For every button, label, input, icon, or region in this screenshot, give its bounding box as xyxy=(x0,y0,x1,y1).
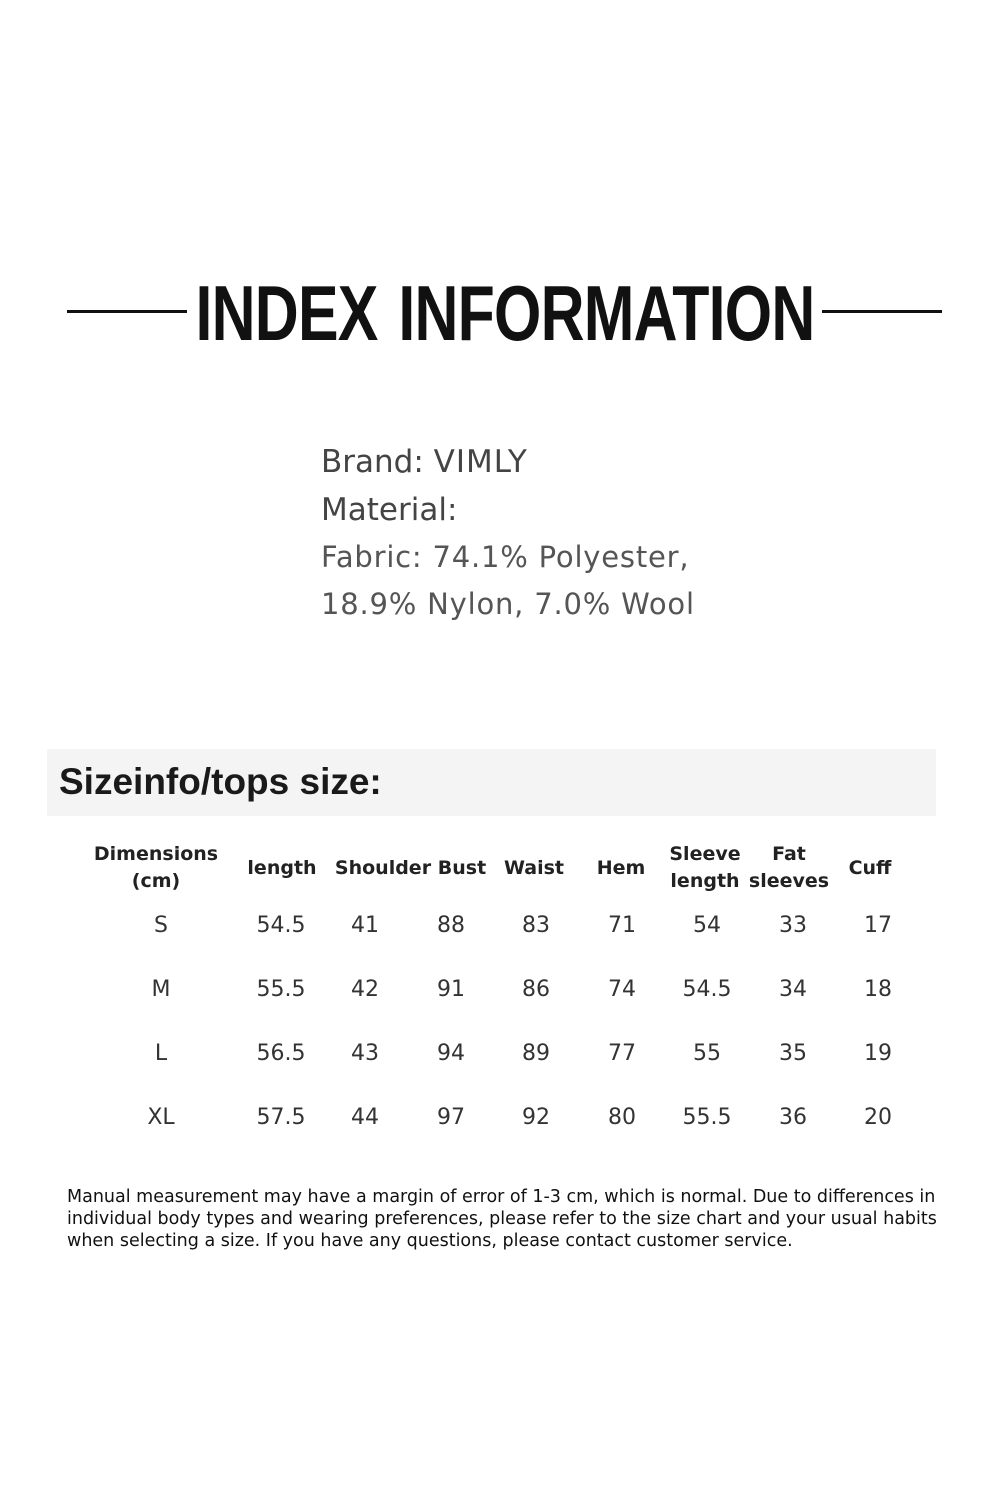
measurement-cell: 33 xyxy=(779,913,807,938)
measurement-cell: 56.5 xyxy=(256,1041,306,1066)
measurement-cell: 74 xyxy=(608,977,636,1002)
column-header-label xyxy=(94,841,218,895)
column-header-label xyxy=(438,855,486,882)
column-header xyxy=(581,838,661,898)
product-info xyxy=(321,438,695,628)
measurement-cell: 41 xyxy=(351,913,379,938)
column-header-line: Bust xyxy=(437,856,487,879)
measurement-cell: 57.5 xyxy=(256,1105,306,1130)
measurement-cell: 20 xyxy=(864,1105,892,1130)
measurement-cell: 89 xyxy=(522,1041,550,1066)
measurement-cell: 44 xyxy=(351,1105,379,1130)
column-header-label xyxy=(849,855,892,882)
brand-row xyxy=(321,438,695,486)
measurement-cell: 55.5 xyxy=(682,1105,732,1130)
column-header xyxy=(489,838,579,898)
measurement-cell: 80 xyxy=(608,1105,636,1130)
measurement-cell: 43 xyxy=(351,1041,379,1066)
brand-label: Brand: xyxy=(321,444,424,480)
size-label-cell: L xyxy=(154,1041,168,1066)
column-header-label xyxy=(335,855,431,882)
measurement-note: Manual measurement may have a margin of error of 1-3 cm, which is normal. Due to differences in individual body types and wearing preferences, please refer to the size chart and your usual habits when selecting a size. If you have any questions, please contact customer service. xyxy=(67,1187,937,1251)
column-header-label xyxy=(597,855,646,882)
column-header-line: Fat xyxy=(772,843,806,865)
size-label-cell: M xyxy=(151,977,171,1002)
column-header-line: Dimensions xyxy=(93,843,219,865)
size-label-cell: S xyxy=(154,913,168,938)
measurement-cell: 92 xyxy=(522,1105,550,1130)
size-chart-heading-bar xyxy=(47,749,936,816)
measurement-cell: 54.5 xyxy=(682,977,732,1002)
column-header-label xyxy=(669,841,740,895)
size-label-cell: XL xyxy=(147,1105,175,1130)
column-header-line: Waist xyxy=(503,856,564,879)
material-label: Material: xyxy=(321,492,458,528)
measurement-cell: 86 xyxy=(522,977,550,1002)
column-header-label xyxy=(504,855,564,882)
measurement-cell: 54 xyxy=(693,913,721,938)
column-header-line: length xyxy=(670,870,740,892)
measurement-cell: 91 xyxy=(437,977,465,1002)
column-header xyxy=(739,838,839,898)
column-header xyxy=(81,838,231,898)
measurement-cell: 55 xyxy=(693,1041,721,1066)
column-header-line: Hem xyxy=(596,856,646,879)
measurement-cell: 42 xyxy=(351,977,379,1002)
column-header xyxy=(328,838,438,898)
fabric-line-2: 18.9% Nylon, 7.0% Wool xyxy=(321,587,695,621)
column-header xyxy=(830,838,910,898)
column-header-line: (cm) xyxy=(131,870,181,892)
column-header-line: Shoulder xyxy=(334,856,432,879)
material-row xyxy=(321,486,695,534)
measurement-cell: 97 xyxy=(437,1105,465,1130)
column-header-label xyxy=(749,841,829,895)
measurement-cell: 17 xyxy=(864,913,892,938)
size-chart-heading: Sizeinfo/tops size: xyxy=(59,761,382,802)
measurement-cell: 71 xyxy=(608,913,636,938)
measurement-cell: 34 xyxy=(779,977,807,1002)
measurement-cell: 35 xyxy=(779,1041,807,1066)
column-header-line: Cuff xyxy=(848,856,892,879)
measurement-cell: 55.5 xyxy=(256,977,306,1002)
column-header-label xyxy=(247,855,316,882)
column-header-line: Sleeve xyxy=(669,843,741,865)
measurement-cell: 19 xyxy=(864,1041,892,1066)
measurement-cell: 88 xyxy=(437,913,465,938)
column-header xyxy=(232,838,332,898)
measurement-cell: 94 xyxy=(437,1041,465,1066)
column-header xyxy=(427,838,497,898)
column-header-line: length xyxy=(247,856,317,879)
column-header-line: sleeves xyxy=(748,870,830,892)
title-rule-right xyxy=(822,310,942,313)
measurement-cell: 54.5 xyxy=(256,913,306,938)
measurement-cell: 77 xyxy=(608,1041,636,1066)
brand-value: VIMLY xyxy=(433,444,528,480)
measurement-cell: 36 xyxy=(779,1105,807,1130)
page-title: INDEX INFORMATION xyxy=(195,269,815,357)
measurement-cell: 18 xyxy=(864,977,892,1002)
measurement-cell: 83 xyxy=(522,913,550,938)
fabric-line-1: Fabric: 74.1% Polyester, xyxy=(321,540,690,574)
